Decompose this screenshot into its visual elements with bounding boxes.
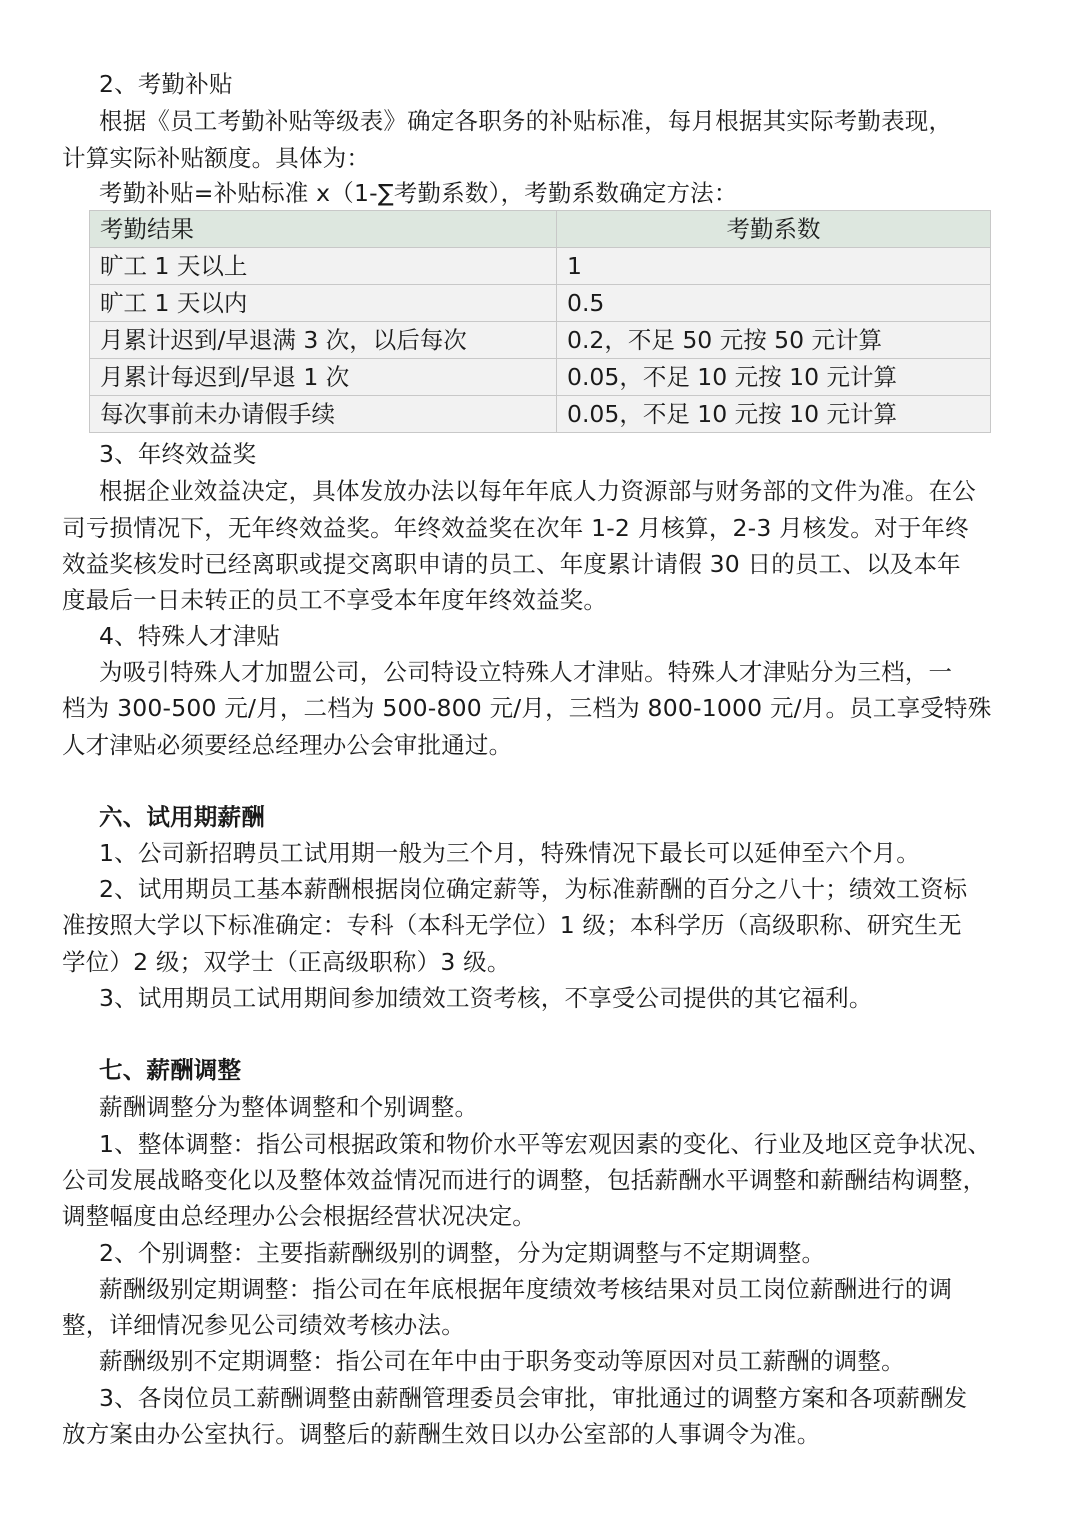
table-cell-coefficient: 0.5 xyxy=(557,285,991,322)
section-7-line: 调整幅度由总经理办公会根据经营状况决定。 xyxy=(62,1202,536,1230)
table-cell-coefficient: 1 xyxy=(557,248,991,285)
section-3-title: 3、年终效益奖 xyxy=(99,440,257,468)
section-2-title: 2、考勤补贴 xyxy=(99,70,233,98)
table-cell-result: 旷工 1 天以上 xyxy=(90,248,557,285)
section-2-paragraph-cont: 计算实际补贴额度。具体为： xyxy=(62,144,371,172)
section-7-line: 3、各岗位员工薪酬调整由薪酬管理委员会审批，审批通过的调整方案和各项薪酬发 xyxy=(99,1384,968,1412)
section-7-line: 放方案由办公室执行。调整后的薪酬生效日以办公室部的人事调令为准。 xyxy=(62,1420,821,1448)
table-cell-result: 每次事前未办请假手续 xyxy=(90,396,557,433)
section-4-line: 档为 300-500 元/月，二档为 500-800 元/月，三档为 800-1000 元/月。员工享受特殊 xyxy=(62,694,992,722)
section-7-line: 2、个别调整：主要指薪酬级别的调整，分为定期调整与不定期调整。 xyxy=(99,1239,826,1267)
section-6-line: 2、试用期员工基本薪酬根据岗位确定薪等，为标准薪酬的百分之八十；绩效工资标 xyxy=(99,875,968,903)
section-7-line: 整，详细情况参见公司绩效考核办法。 xyxy=(62,1311,465,1339)
section-4-line: 人才津贴必须要经总经理办公会审批通过。 xyxy=(62,731,513,759)
table-header-result: 考勤结果 xyxy=(90,211,557,248)
table-cell-result: 月累计迟到/早退满 3 次，以后每次 xyxy=(90,322,557,359)
table-row xyxy=(90,285,991,322)
table-row xyxy=(90,396,991,433)
section-4-title: 4、特殊人才津贴 xyxy=(99,622,281,650)
table-cell-coefficient: 0.2，不足 50 元按 50 元计算 xyxy=(557,322,991,359)
table-cell-result: 旷工 1 天以内 xyxy=(90,285,557,322)
table-header-row xyxy=(90,211,991,248)
section-6-line: 1、公司新招聘员工试用期一般为三个月，特殊情况下最长可以延伸至六个月。 xyxy=(99,839,920,867)
section-7-title: 七、薪酬调整 xyxy=(99,1056,242,1084)
attendance-coefficient-table xyxy=(89,210,991,433)
table-row xyxy=(90,322,991,359)
section-4-line: 为吸引特殊人才加盟公司，公司特设立特殊人才津贴。特殊人才津贴分为三档，一 xyxy=(99,658,953,686)
section-3-line: 度最后一日未转正的员工不享受本年度年终效益奖。 xyxy=(62,586,608,614)
table-cell-result: 月累计每迟到/早退 1 次 xyxy=(90,359,557,396)
section-2-paragraph: 根据《员工考勤补贴等级表》确定各职务的补贴标准，每月根据其实际考勤表现， xyxy=(99,107,953,135)
table-row xyxy=(90,248,991,285)
section-3-line: 根据企业效益决定，具体发放办法以每年年底人力资源部与财务部的文件为准。在公 xyxy=(99,477,976,505)
table-row xyxy=(90,359,991,396)
attendance-formula: 考勤补贴=补贴标准 x（1-∑考勤系数），考勤系数确定方法： xyxy=(99,179,738,207)
section-7-line: 1、整体调整：指公司根据政策和物价水平等宏观因素的变化、行业及地区竞争状况、 xyxy=(99,1130,992,1158)
table-cell-coefficient: 0.05，不足 10 元按 10 元计算 xyxy=(557,396,991,433)
section-6-title: 六、试用期薪酬 xyxy=(99,803,265,831)
section-3-line: 效益奖核发时已经离职或提交离职申请的员工、年度累计请假 30 日的员工、以及本年 xyxy=(62,550,961,578)
section-7-line: 薪酬调整分为整体调整和个别调整。 xyxy=(99,1093,479,1121)
section-6-line: 学位）2 级；双学士（正高级职称）3 级。 xyxy=(62,948,511,976)
section-6-line: 3、试用期员工试用期间参加绩效工资考核，不享受公司提供的其它福利。 xyxy=(99,984,873,1012)
table-header-coefficient: 考勤系数 xyxy=(557,211,991,248)
table-cell-coefficient: 0.05，不足 10 元按 10 元计算 xyxy=(557,359,991,396)
section-7-line: 薪酬级别不定期调整：指公司在年中由于职务变动等原因对员工薪酬的调整。 xyxy=(99,1347,905,1375)
section-6-line: 准按照大学以下标准确定：专科（本科无学位）1 级；本科学历（高级职称、研究生无 xyxy=(62,911,962,939)
section-7-line: 薪酬级别定期调整：指公司在年底根据年度绩效考核结果对员工岗位薪酬进行的调 xyxy=(99,1275,953,1303)
section-7-line: 公司发展战略变化以及整体效益情况而进行的调整，包括薪酬水平调整和薪酬结构调整， xyxy=(62,1166,987,1194)
section-3-line: 司亏损情况下，无年终效益奖。年终效益奖在次年 1-2 月核算，2-3 月核发。对于年终 xyxy=(62,514,969,542)
